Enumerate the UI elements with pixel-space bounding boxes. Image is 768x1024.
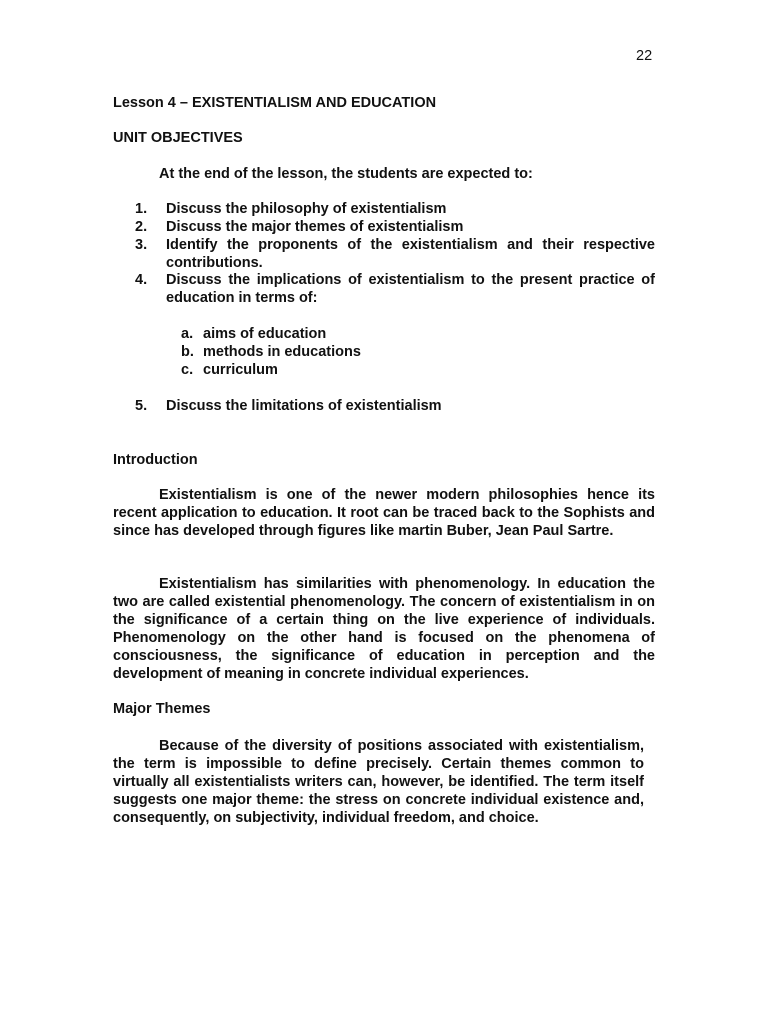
sub-item-letter: a. [181,326,194,342]
introduction-paragraph-1: Existentialism is one of the newer modern philosophies hence its recent application to education. It root can be traced back to the Sophists and since has developed through figures like martin Buber, Jean Paul Sartre. [113,487,655,539]
objective-number: 3. [135,237,148,253]
objectives-intro: At the end of the lesson, the students are expected to: [159,166,533,182]
introduction-heading: Introduction [113,452,198,468]
objective-text: Discuss the implications of existentialism to the present practice of education in terms of: [166,272,655,306]
lesson-title: Lesson 4 – EXISTENTIALISM AND EDUCATION [113,95,437,111]
objective-text: Discuss the major themes of existentialism [166,219,464,235]
sub-item-text: methods in educations [203,344,361,360]
major-themes-paragraph: Because of the diversity of positions associated with existentialism, the term is impossible to define precisely. Certain themes common to virtually all existentialists writers can, however, be identified. The term itself suggests one major theme: the stress on concrete individual existence and, consequently, on subjectivity, individual freedom, and choice. [113,738,644,826]
objective-number: 2. [135,219,148,235]
objective-text: Identify the proponents of the existentialism and their respective contributions. [166,237,655,271]
objective-text: Discuss the limitations of existentialism [166,398,442,414]
page-number: 22 [636,48,653,64]
objective-number: 4. [135,272,148,288]
sub-item-text: aims of education [203,326,327,342]
objective-text: Discuss the philosophy of existentialism [166,201,447,217]
major-themes-heading: Major Themes [113,701,211,717]
unit-objectives-heading: UNIT OBJECTIVES [113,130,243,146]
objective-number: 1. [135,201,148,217]
sub-item-letter: c. [181,362,194,378]
introduction-paragraph-2: Existentialism has similarities with phenomenology. In education the two are called existential phenomenology. The concern of existentialism in on the significance of a certain thing on the live experience of individuals. Phenomenology on the other hand is focused on the phenomena of consciousness, the significance of education in perception and the development of meaning in concrete individual experiences. [113,576,655,682]
sub-item-letter: b. [181,344,194,360]
objective-number: 5. [135,398,148,414]
sub-item-text: curriculum [203,362,278,378]
